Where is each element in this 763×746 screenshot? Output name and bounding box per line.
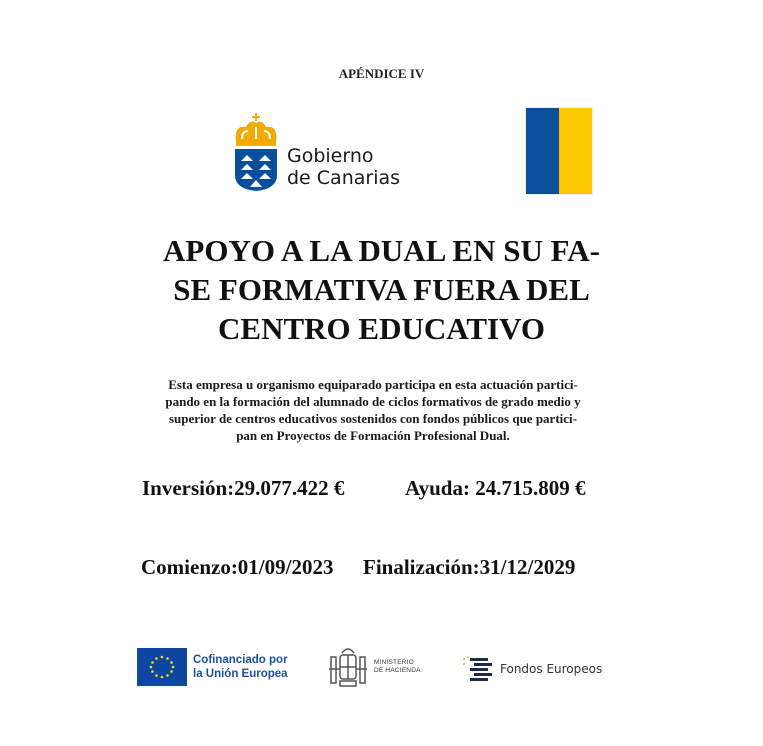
appendix-label: APÉNDICE IV xyxy=(338,66,425,81)
description-line: superior de centros educativos sostenidos con fondos públicos que partici- xyxy=(169,411,577,426)
spain-coat-of-arms-icon xyxy=(328,645,368,689)
canarias-coat-of-arms-icon xyxy=(232,113,282,193)
ministerio-hacienda-logo xyxy=(328,645,421,689)
eu-flag-icon xyxy=(137,648,187,686)
description-line: Esta empresa u organismo equiparado participa en esta actuación partici- xyxy=(168,377,578,392)
eu-text-line2: la Unión Europea xyxy=(193,668,288,680)
investment-amount: Inversión:29.077.422 € xyxy=(142,476,345,500)
title-line: SE FORMATIVA FUERA DEL xyxy=(173,272,590,307)
start-date: Comienzo:01/09/2023 xyxy=(141,555,334,579)
fondos-europeos-text: Fondos Europeos xyxy=(500,662,603,676)
flag-blue-stripe xyxy=(526,108,559,194)
fondos-europeos-logo xyxy=(462,656,602,682)
gov-name-line2: de Canarias xyxy=(287,167,401,189)
gobierno-canarias-wordmark xyxy=(287,145,400,189)
eu-text-line1: Cofinanciado por xyxy=(193,654,288,666)
hacienda-line2: DE HACIENDA xyxy=(374,667,421,674)
title-line: APOYO A LA DUAL EN SU FA- xyxy=(163,233,600,268)
eu-cofinancing-logo xyxy=(137,648,292,686)
gov-name-line1: Gobierno xyxy=(287,145,374,167)
ministerio-hacienda-text xyxy=(374,659,421,675)
description-line: pan en Proyectos de Formación Profesional Dual. xyxy=(236,428,510,443)
fondos-europeos-icon xyxy=(462,656,494,682)
page-title xyxy=(100,231,663,348)
description-line: pando en la formación del alumnado de ciclos formativos de grado medio y xyxy=(165,394,581,409)
canarias-flag-icon xyxy=(526,108,592,194)
title-line: CENTRO EDUCATIVO xyxy=(218,311,545,346)
eu-cofinancing-text xyxy=(193,653,288,681)
end-date: Finalización:31/12/2029 xyxy=(363,555,576,579)
aid-amount: Ayuda: 24.715.809 € xyxy=(405,476,586,500)
hacienda-line1: MINISTERIO xyxy=(374,659,414,666)
description xyxy=(140,376,606,444)
flag-yellow-stripe xyxy=(559,108,592,194)
